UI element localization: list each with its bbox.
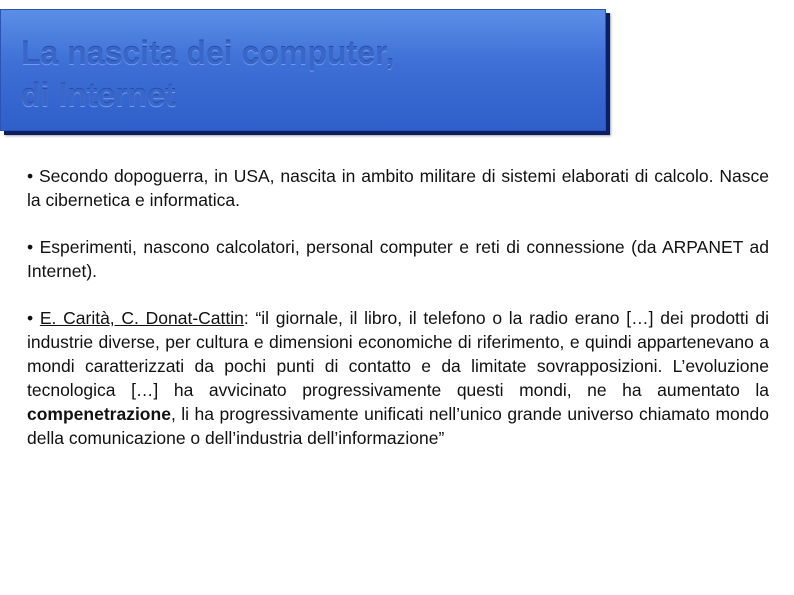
slide-body: [27, 164, 769, 473]
bullet-paragraph-2: • Esperimenti, nascono calcolatori, personal computer e reti di connessione (da ARPANET ad Internet).: [27, 237, 769, 281]
slide-title: [21, 32, 394, 116]
keyword-compenetrazione: compenetrazione: [27, 404, 171, 424]
bullet-marker: •: [27, 308, 40, 328]
title-banner: [0, 9, 606, 131]
title-line-2: di Internet: [21, 77, 176, 113]
quote-text-start: : “il giornale, il libro, il telefono o la radio erano […] dei prodotti di industrie diverse, per cultura e dimensioni economiche di riferimento, e quindi appartenevano a mondi caratterizzati da pochi punti di contatto e da limitate sovrapposizioni. L’evoluzione tecnologica […] ha avvicinato progressivamente questi mondi, ne ha aumentato la: [27, 308, 770, 400]
title-line-1: La nascita dei computer,: [21, 35, 395, 71]
quote-text-end: , li ha progressivamente unificati nell’unico grande universo chiamato mondo della comunicazione o dell’industria dell’informazione”: [27, 404, 769, 448]
bullet-paragraph-1: • Secondo dopoguerra, in USA, nascita in ambito militare di sistemi elaborati di calcolo. Nasce la cibernetica e informatica.: [27, 166, 769, 210]
bullet-paragraph-3: [27, 306, 769, 450]
authors-citation: E. Carità, C. Donat-Cattin: [39, 308, 244, 328]
